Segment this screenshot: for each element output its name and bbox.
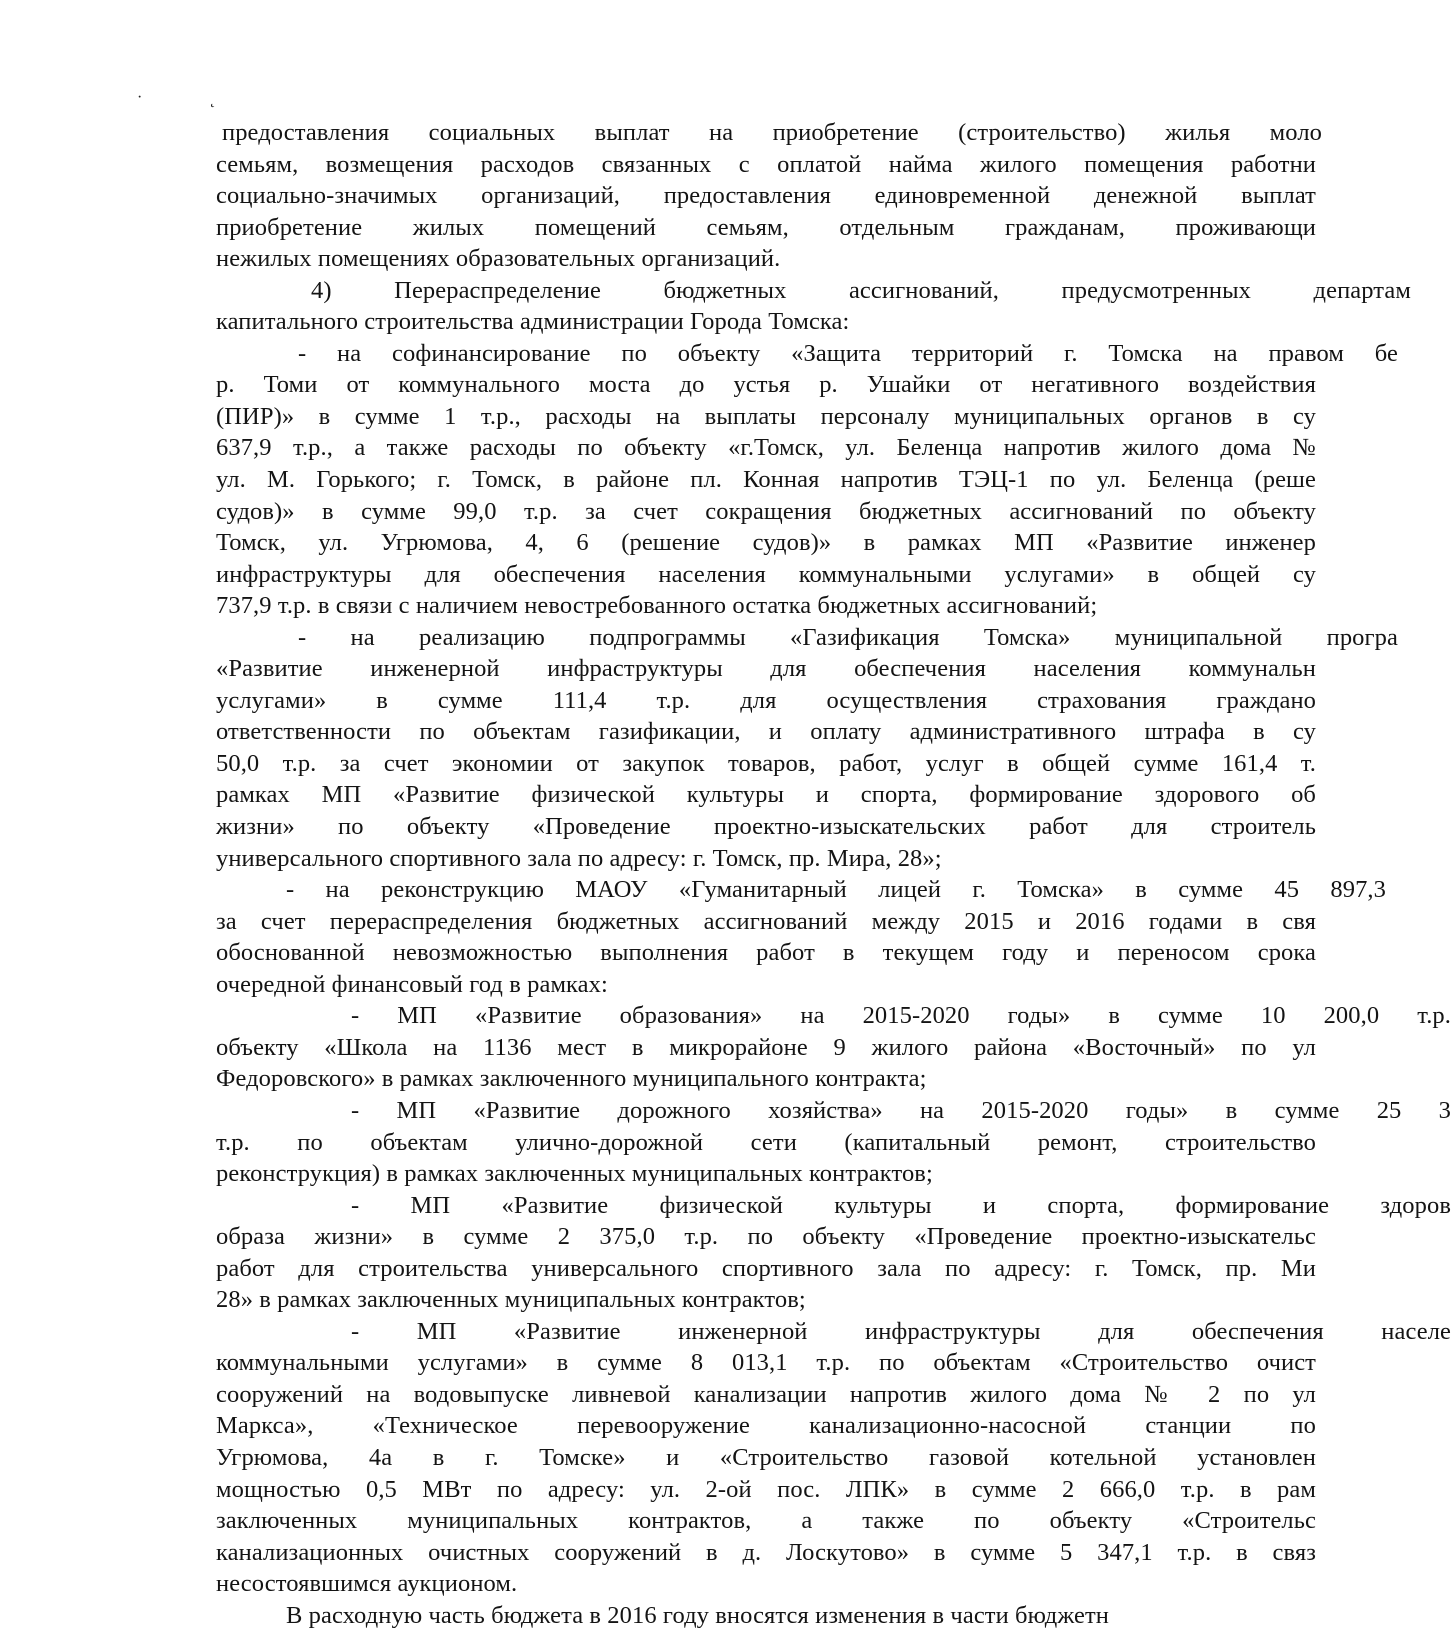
- paragraph: [216, 1000, 1451, 1095]
- text-line: капитального строительства администрации Города Томска:: [216, 308, 850, 336]
- text-line: 737,9 т.р. в связи с наличием невостребованного остатка бюджетных ассигнований;: [216, 592, 1098, 620]
- text-line: - МП «Развитие физической культуры и спорта, формирование здоров: [351, 1191, 1451, 1219]
- text-line: судов)» в сумме 99,0 т.р. за счет сокращения бюджетных ассигнований по объекту: [216, 497, 1316, 525]
- text-line: объекту «Школа на 1136 мест в микрорайоне 9 жилого района «Восточный» по ул: [216, 1033, 1316, 1061]
- text-line: ул. М. Горького; г. Томск, в районе пл. Конная напротив ТЭЦ-1 по ул. Беленца (реше: [216, 466, 1316, 494]
- text-line: реконструкция) в рамках заключенных муниципальных контрактов;: [216, 1160, 933, 1188]
- text-line: несостоявшимся аукционом.: [216, 1570, 518, 1598]
- text-line: 637,9 т.р., а также расходы по объекту «г.Томск, ул. Беленца напротив жилого дома №: [216, 434, 1316, 462]
- paragraph: [216, 338, 1398, 622]
- text-line: социально-значимых организаций, предоставления единовременной денежной выплат: [216, 182, 1316, 210]
- text-line: образа жизни» в сумме 2 375,0 т.р. по объекту «Проведение проектно-изыскательс: [216, 1223, 1316, 1251]
- paragraph: [216, 874, 1386, 1000]
- text-line: приобретение жилых помещений семьям, отдельным гражданам, проживающи: [216, 213, 1316, 241]
- text-line: предоставления социальных выплат на приобретение (строительство) жилья моло: [222, 119, 1322, 146]
- text-line: заключенных муниципальных контрактов, а также по объекту «Строительс: [216, 1507, 1316, 1535]
- document-body: [216, 117, 1451, 1631]
- text-line: услугами» в сумме 111,4 т.р. для осуществления страхования граждано: [216, 686, 1316, 714]
- text-line: рамках МП «Развитие физической культуры и спорта, формирование здорового об: [216, 781, 1316, 809]
- paragraph: [216, 1095, 1451, 1190]
- text-line: мощностью 0,5 МВт по адресу: ул. 2-ой пос. ЛПК» в сумме 2 666,0 т.р. в рам: [216, 1475, 1316, 1503]
- text-line: ответственности по объектам газификации, и оплату административного штрафа в су: [216, 718, 1316, 746]
- text-line: канализационных очистных сооружений в д. Лоскутово» в сумме 5 347,1 т.р. в связ: [216, 1538, 1316, 1566]
- paragraph: [216, 1316, 1451, 1600]
- text-line: Угрюмова, 4а в г. Томске» и «Строительство газовой котельной установлен: [216, 1443, 1316, 1471]
- text-line: - на реконструкцию МАОУ «Гуманитарный лицей г. Томска» в сумме 45 897,3: [286, 876, 1386, 904]
- text-line: сооружений на водовыпуске ливневой канализации напротив жилого дома № 2 по ул: [216, 1380, 1316, 1408]
- text-line: инфраструктуры для обеспечения населения коммунальными услугами» в общей су: [216, 560, 1316, 588]
- paragraph: [216, 622, 1398, 874]
- text-line: очередной финансовый год в рамках:: [216, 970, 608, 998]
- text-line: - на софинансирование по объекту «Защита территорий г. Томска на правом бе: [298, 339, 1398, 367]
- text-line: - МП «Развитие образования» на 2015-2020 годы» в сумме 10 200,0 т.р.: [351, 1002, 1451, 1030]
- text-line: 28» в рамках заключенных муниципальных контрактов;: [216, 1286, 806, 1314]
- text-line: Маркса», «Техническое перевооружение канализационно-насосной станции по: [216, 1412, 1316, 1440]
- paragraph: [216, 275, 1411, 338]
- paragraph: [216, 117, 1322, 275]
- text-line: - на реализацию подпрограммы «Газификация Томска» муниципальной програ: [298, 623, 1398, 651]
- scan-artifact-dot: ·: [137, 89, 143, 106]
- paragraph: [216, 1600, 1275, 1632]
- text-line: коммунальными услугами» в сумме 8 013,1 т.р. по объектам «Строительство очист: [216, 1349, 1316, 1377]
- text-line: Федоровского» в рамках заключенного муниципального контракта;: [216, 1065, 927, 1093]
- text-line: р. Томи от коммунального моста до устья р. Ушайки от негативного воздействия: [216, 371, 1316, 399]
- text-line: 50,0 т.р. за счет экономии от закупок товаров, работ, услуг в общей сумме 161,4 т.: [216, 749, 1316, 777]
- text-line: семьям, возмещения расходов связанных с оплатой найма жилого помещения работни: [216, 150, 1316, 178]
- text-line: «Развитие инженерной инфраструктуры для обеспечения населения коммунальн: [216, 655, 1316, 683]
- text-line: - МП «Развитие дорожного хозяйства» на 2015-2020 годы» в сумме 25 3: [351, 1096, 1451, 1124]
- text-line: обоснованной невозможностью выполнения работ в текущем году и переносом срока: [216, 939, 1316, 967]
- text-line: нежилых помещениях образовательных организаций.: [216, 245, 781, 273]
- text-line: универсального спортивного зала по адресу: г. Томск, пр. Мира, 28»;: [216, 844, 942, 872]
- text-line: т.р. по объектам улично-дорожной сети (капитальный ремонт, строительство: [216, 1128, 1316, 1156]
- text-line: работ для строительства универсального спортивного зала по адресу: г. Томск, пр. Ми: [216, 1254, 1316, 1282]
- paragraph: [216, 1190, 1451, 1316]
- text-line: Томск, ул. Угрюмова, 4, 6 (решение судов)» в рамках МП «Развитие инженер: [216, 529, 1316, 557]
- text-line: В расходную часть бюджета в 2016 году вносятся изменения в части бюджетн: [286, 1601, 1110, 1629]
- text-line: - МП «Развитие инженерной инфраструктуры для обеспечения населе: [351, 1317, 1451, 1345]
- text-line: 4) Перераспределение бюджетных ассигнований, предусмотренных департам: [311, 276, 1411, 304]
- text-line: за счет перераспределения бюджетных ассигнований между 2015 и 2016 годами в свя: [216, 907, 1316, 935]
- scan-artifact-tick: ˛: [210, 91, 216, 108]
- text-line: жизни» по объекту «Проведение проектно-изыскательских работ для строитель: [216, 813, 1316, 841]
- text-line: (ПИР)» в сумме 1 т.р., расходы на выплаты персоналу муниципальных органов в су: [216, 402, 1316, 430]
